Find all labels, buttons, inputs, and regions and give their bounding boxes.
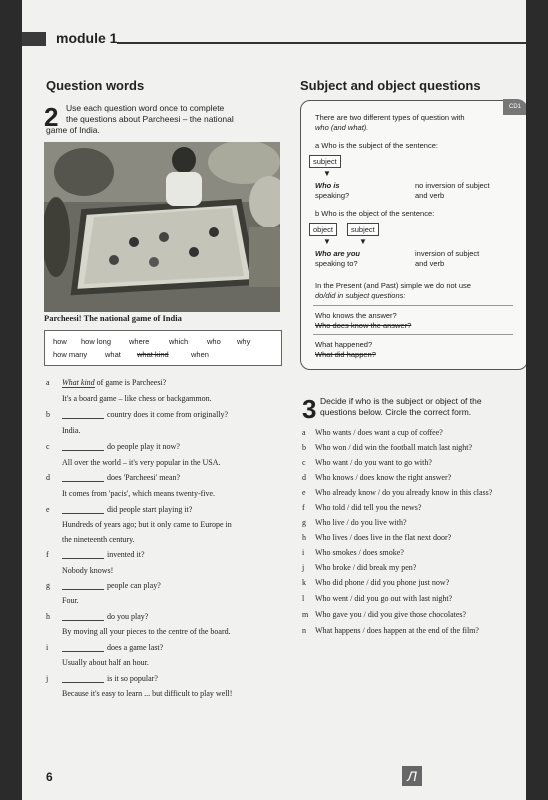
example-2-right-1: inversion of subject bbox=[415, 249, 480, 258]
subject-tag-b: subject bbox=[347, 223, 379, 236]
labirint-logo-icon: Л bbox=[402, 766, 422, 786]
example-2-left-1: Who are you bbox=[315, 249, 361, 258]
item-h-question: do you play? bbox=[62, 612, 148, 621]
exercise-2-instr-3: game of India. bbox=[46, 125, 100, 135]
grammar-box bbox=[300, 100, 526, 370]
question-words-heading: Question words bbox=[46, 78, 145, 93]
item-j-blank[interactable] bbox=[62, 674, 104, 683]
ex3-item-f-letter: f bbox=[302, 503, 305, 512]
item-h-answer: By moving all your pieces to the centre of the board. bbox=[62, 627, 231, 636]
item-c-blank[interactable] bbox=[62, 442, 104, 451]
example-1-left-1: Who is bbox=[315, 181, 340, 190]
arrow-down-icon: ▼ bbox=[323, 169, 331, 178]
item-e-letter: e bbox=[46, 505, 50, 514]
ex3-item-c-letter: c bbox=[302, 458, 306, 467]
item-c-answer: All over the world – it's very popular in the USA. bbox=[62, 458, 221, 467]
grammar-point-b: b Who is the object of the sentence: bbox=[315, 209, 435, 218]
ex3-item-g[interactable]: Who live / do you live with? bbox=[315, 518, 407, 527]
parcheesi-photo bbox=[44, 142, 280, 312]
word-who: who bbox=[207, 337, 221, 346]
word-what-kind: what kind bbox=[137, 350, 169, 359]
exercise-2-instr-1: Use each question word once to complete bbox=[66, 103, 225, 113]
ex3-item-n[interactable]: What happens / does happen at the end of the film? bbox=[315, 626, 479, 635]
ex3-item-i-letter: i bbox=[302, 548, 305, 557]
example-2-left-2: speaking to? bbox=[315, 259, 358, 268]
exercise-3-instr-1: Decide if who is the subject or object of the bbox=[320, 396, 482, 406]
word-where: where bbox=[129, 337, 150, 346]
ex3-item-h[interactable]: Who lives / does live in the flat next door? bbox=[315, 533, 452, 542]
ex3-item-k[interactable]: Who did phone / did you phone just now? bbox=[315, 578, 450, 587]
word-which: which bbox=[169, 337, 189, 346]
example-q2-wrong: What did happen? bbox=[315, 350, 376, 359]
item-a-answer: It's a board game – like chess or backgammon. bbox=[62, 394, 212, 403]
exercise-2-instr-2: the questions about Parcheesi – the national bbox=[66, 114, 234, 124]
item-i-answer: Usually about half an hour. bbox=[62, 658, 149, 667]
ex3-item-m-letter: m bbox=[302, 610, 309, 619]
item-d-answer: It comes from 'pacis', which means twenty-five. bbox=[62, 489, 216, 498]
subject-tag-a: subject bbox=[309, 155, 341, 168]
header-rule bbox=[117, 42, 526, 44]
item-g-letter: g bbox=[46, 581, 50, 590]
item-i-question: does a game last? bbox=[62, 643, 163, 652]
item-i-blank[interactable] bbox=[62, 643, 104, 652]
item-g-question: people can play? bbox=[62, 581, 161, 590]
word-how: how bbox=[53, 337, 67, 346]
ex3-item-m[interactable]: Who gave you / did you give those chocolates? bbox=[315, 610, 467, 619]
item-e-blank[interactable] bbox=[62, 505, 104, 514]
ex3-item-h-letter: h bbox=[302, 533, 306, 542]
item-j-letter: j bbox=[46, 674, 49, 683]
ex3-item-j[interactable]: Who broke / did break my pen? bbox=[315, 563, 417, 572]
item-d-letter: d bbox=[46, 473, 50, 482]
exercise-3-number: 3 bbox=[302, 394, 317, 424]
ex3-item-l-letter: l bbox=[302, 594, 305, 603]
example-1-right-2: and verb bbox=[415, 191, 445, 200]
item-h-letter: h bbox=[46, 612, 50, 621]
ex3-item-k-letter: k bbox=[302, 578, 306, 587]
grammar-intro-2: who (and what). bbox=[315, 123, 369, 132]
module-marker bbox=[22, 32, 46, 46]
item-f-letter: f bbox=[46, 550, 49, 559]
grammar-point-a: a Who is the subject of the sentence: bbox=[315, 141, 438, 150]
object-tag: object bbox=[309, 223, 337, 236]
arrow-down-icon-3: ▼ bbox=[359, 237, 367, 246]
item-h-blank[interactable] bbox=[62, 612, 104, 621]
word-when: when bbox=[191, 350, 209, 359]
textbook-page bbox=[22, 0, 526, 800]
item-a-question: What kind of game is Parcheesi? bbox=[62, 378, 167, 387]
arrow-down-icon-2: ▼ bbox=[323, 237, 331, 246]
item-g-answer: Four. bbox=[62, 596, 79, 605]
item-b-answer: India. bbox=[62, 426, 81, 435]
example-2-right-2: and verb bbox=[415, 259, 445, 268]
ex3-item-g-letter: g bbox=[302, 518, 306, 527]
exercise-2-number: 2 bbox=[44, 102, 59, 132]
item-d-blank[interactable] bbox=[62, 473, 104, 482]
example-q1: Who knows the answer? bbox=[315, 311, 397, 320]
ex3-item-d-letter: d bbox=[302, 473, 306, 482]
item-j-answer: Because it's easy to learn ... but difficult to play well! bbox=[62, 689, 233, 698]
ex3-item-e[interactable]: Who already know / do you already know in this class? bbox=[315, 488, 493, 497]
item-f-question: invented it? bbox=[62, 550, 145, 559]
item-e-answer-2: the nineteenth century. bbox=[62, 535, 135, 544]
item-c-letter: c bbox=[46, 442, 50, 451]
module-title: module 1 bbox=[56, 30, 118, 46]
item-a-filled: What kind bbox=[62, 378, 95, 387]
item-a-letter: a bbox=[46, 378, 50, 387]
example-q2: What happened? bbox=[315, 340, 373, 349]
present-simple-note-2: do/did in subject questions: bbox=[315, 291, 406, 300]
page-number: 6 bbox=[46, 770, 53, 784]
item-e-question: did people start playing it? bbox=[62, 505, 192, 514]
word-box bbox=[44, 330, 282, 366]
photo-caption: Parcheesi! The national game of India bbox=[44, 313, 182, 323]
word-what: what bbox=[105, 350, 121, 359]
ex3-item-i[interactable]: Who smokes / does smoke? bbox=[315, 548, 404, 557]
ex3-item-a-letter: a bbox=[302, 428, 306, 437]
divider-2 bbox=[313, 334, 513, 335]
ex3-item-j-letter: j bbox=[302, 563, 305, 572]
ex3-item-f[interactable]: Who told / did tell you the news? bbox=[315, 503, 422, 512]
word-how-long: how long bbox=[81, 337, 112, 346]
ex3-item-b-letter: b bbox=[302, 443, 306, 452]
item-c-question: do people play it now? bbox=[62, 442, 180, 451]
item-e-answer-1: Hundreds of years ago; but it only came to Europe in bbox=[62, 520, 232, 529]
item-d-question: does 'Parcheesi' mean? bbox=[62, 473, 180, 482]
ex3-item-l[interactable]: Who went / did you go out with last night? bbox=[315, 594, 453, 603]
item-b-question: country does it come from originally? bbox=[62, 410, 228, 419]
word-why: why bbox=[237, 337, 251, 346]
item-b-blank[interactable] bbox=[62, 410, 104, 419]
cd-badge: CD1 bbox=[503, 99, 526, 115]
example-q1-wrong: Who does know the answer? bbox=[315, 321, 412, 330]
ex3-item-c[interactable]: Who want / do you want to go with? bbox=[315, 458, 432, 467]
ex3-item-e-letter: e bbox=[302, 488, 306, 497]
item-i-letter: i bbox=[46, 643, 49, 652]
item-f-answer: Nobody knows! bbox=[62, 566, 114, 575]
word-how-many: how many bbox=[53, 350, 88, 359]
item-g-blank[interactable] bbox=[62, 581, 104, 590]
item-j-question: is it so popular? bbox=[62, 674, 158, 683]
divider bbox=[313, 305, 513, 306]
subject-object-heading: Subject and object questions bbox=[300, 78, 481, 93]
exercise-3-instr-2: questions below. Circle the correct form. bbox=[320, 407, 472, 417]
present-simple-note-1: In the Present (and Past) simple we do not use bbox=[315, 281, 471, 290]
ex3-item-d[interactable]: Who knows / does know the right answer? bbox=[315, 473, 452, 482]
item-f-blank[interactable] bbox=[62, 550, 104, 559]
ex3-item-n-letter: n bbox=[302, 626, 306, 635]
ex3-item-b[interactable]: Who won / did win the football match last night? bbox=[315, 443, 473, 452]
grammar-intro-1: There are two different types of question with bbox=[315, 113, 465, 122]
item-b-letter: b bbox=[46, 410, 50, 419]
example-1-right-1: no inversion of subject bbox=[415, 181, 490, 190]
ex3-item-a[interactable]: Who wants / does want a cup of coffee? bbox=[315, 428, 443, 437]
example-1-left-2: speaking? bbox=[315, 191, 350, 200]
